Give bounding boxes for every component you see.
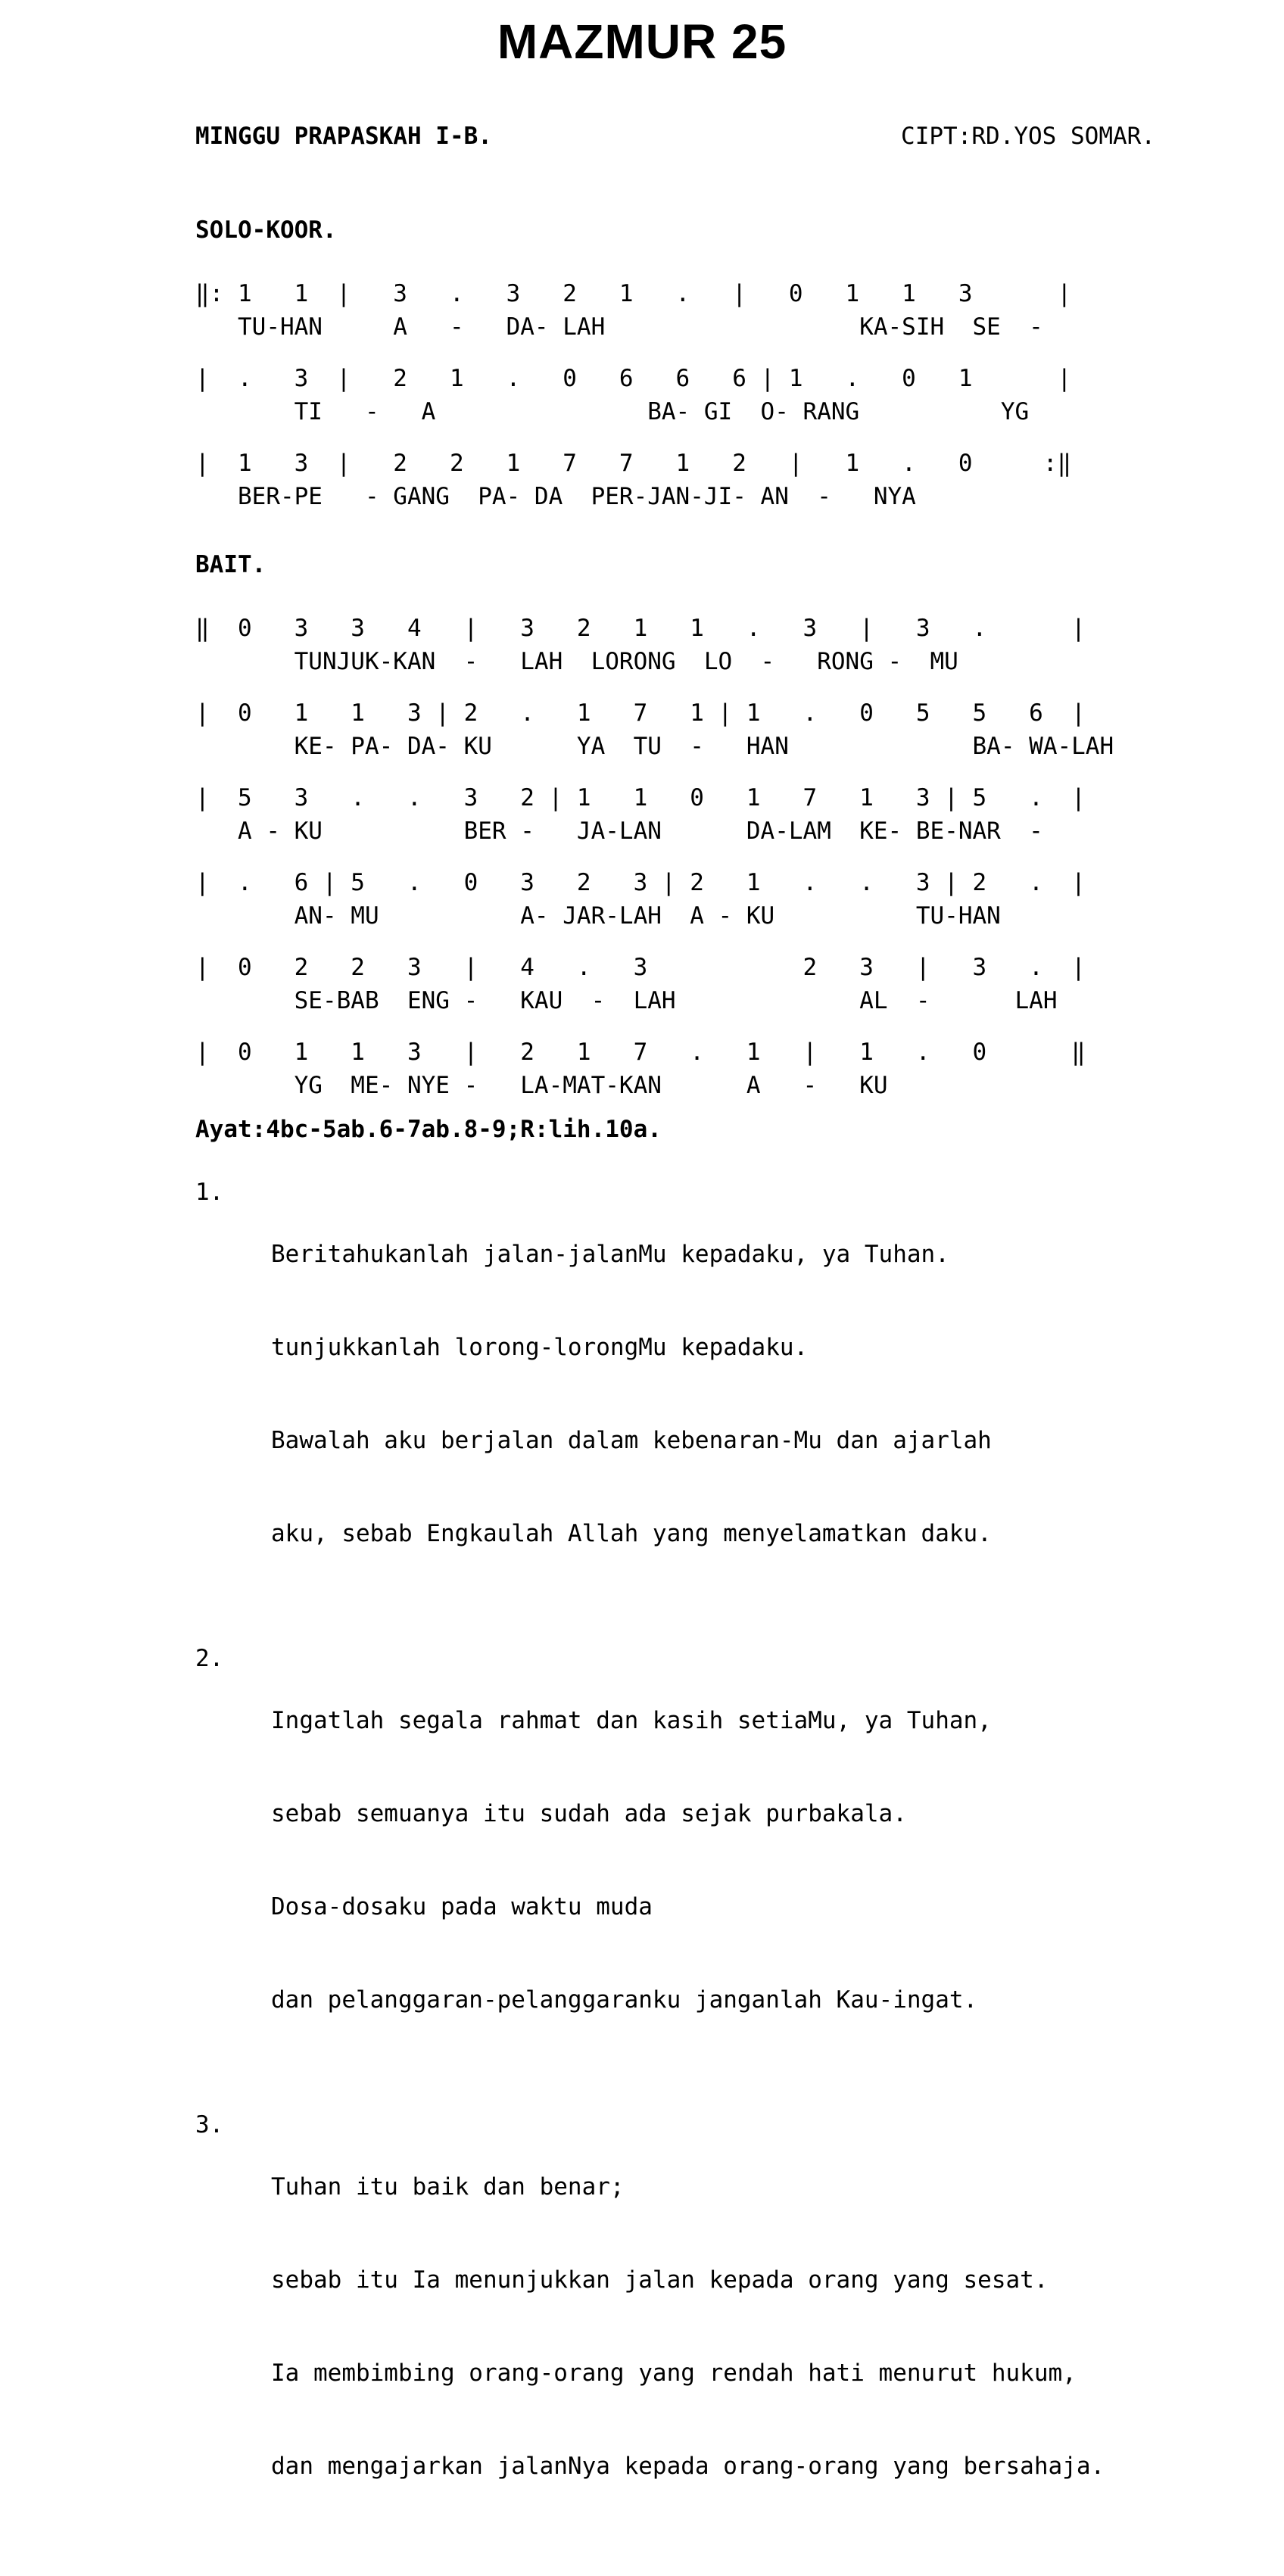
verse-number: 2. [195, 1645, 224, 1672]
lyrics-line: A - KU BER - JA-LAN DA-LAM KE- BE-NAR - [195, 818, 1043, 845]
notation-row [195, 342, 1164, 427]
notes-line: | . 3 | 2 1 . 0 6 6 6 | 1 . 0 1 | [195, 365, 1072, 392]
verse-line: dan mengajarkan jalanNya kepada orang-orang yang bersahaja. [271, 2453, 1105, 2480]
lyrics-line: YG ME- NYE - LA-MAT-KAN A - KU [195, 1072, 888, 1099]
verse-line: dan pelanggaran-pelanggaranku janganlah Kau-ingat. [271, 1986, 978, 2014]
notes-line: | 5 3 . . 3 2 | 1 1 0 1 7 1 3 | 5 . | [195, 784, 1086, 811]
notes-line: | 0 1 1 3 | 2 1 7 . 1 | 1 . 0 ‖ [195, 1039, 1086, 1066]
verse-line: aku, sebab Engkaulah Allah yang menyelamatkan daku. [271, 1520, 992, 1547]
refrain-label: SOLO-KOOR. [195, 216, 337, 244]
notes-line: | 0 2 2 3 | 4 . 3 2 3 | 3 . | [195, 954, 1086, 981]
notation-row [195, 592, 1164, 677]
verse-line: Tuhan itu baik dan benar; [271, 2173, 625, 2201]
notation-row [195, 427, 1164, 512]
notes-line: ‖: 1 1 | 3 . 3 2 1 . | 0 1 1 3 | [195, 280, 1072, 307]
occasion-label: MINGGU PRAPASKAH I-B. [195, 123, 492, 150]
verse-line: tunjukkanlah lorong-lorongMu kepadaku. [271, 1334, 809, 1361]
lyrics-line: BER-PE - GANG PA- DA PER-JAN-JI- AN - NYA [195, 483, 916, 510]
lyrics-line: TU-HAN A - DA- LAH KA-SIH SE - [195, 313, 1043, 341]
verse-lines [271, 1643, 992, 2078]
notes-line: | 0 1 1 3 | 2 . 1 7 1 | 1 . 0 5 5 6 | [195, 699, 1086, 727]
verse-notation [195, 592, 1164, 1101]
verse-line: Ingatlah segala rahmat dan kasih setiaMu, ya Tuhan, [271, 1707, 992, 1734]
verse-line: Ia membimbing orang-orang yang rendah hati menurut hukum, [271, 2360, 1077, 2387]
verse-line: sebab semuanya itu sudah ada sejak purbakala. [271, 1800, 907, 1827]
verse-texts [195, 1177, 1180, 2576]
notation-row [195, 931, 1164, 1016]
notes-line: | . 6 | 5 . 0 3 2 3 | 2 1 . . 3 | 2 . | [195, 869, 1086, 896]
lyrics-line: KE- PA- DA- KU YA TU - HAN BA- WA-LAH [195, 733, 1114, 760]
lyrics-line: SE-BAB ENG - KAU - LAH AL - LAH [195, 987, 1058, 1014]
refrain-notation [195, 257, 1164, 512]
verse-lines [271, 1177, 992, 1612]
notation-row [195, 762, 1164, 846]
verse-line: Beritahukanlah jalan-jalanMu kepadaku, ya Tuhan. [271, 1241, 949, 1268]
verse-item [195, 1643, 1180, 2078]
verse-line: Bawalah aku berjalan dalam kebenaran-Mu dan ajarlah [271, 1427, 992, 1454]
ayat-reference: Ayat:4bc-5ab.6-7ab.8-9;R:lih.10a. [195, 1116, 662, 1143]
verse-item [195, 2110, 1180, 2544]
composer-label: CIPT:RD.YOS SOMAR. [901, 123, 1155, 150]
lyrics-line: AN- MU A- JAR-LAH A - KU TU-HAN [195, 902, 1001, 930]
notation-row [195, 846, 1164, 931]
verse-item [195, 1177, 1180, 1612]
notation-row [195, 1016, 1164, 1101]
lyrics-line: TUNJUK-KAN - LAH LORONG LO - RONG - MU [195, 648, 958, 675]
notation-row [195, 257, 1164, 342]
notation-row [195, 677, 1164, 762]
notes-line: | 1 3 | 2 2 1 7 7 1 2 | 1 . 0 :‖ [195, 450, 1072, 477]
verse-label: BAIT. [195, 551, 266, 578]
verse-line: Dosa-dosaku pada waktu muda [271, 1893, 653, 1920]
verse-number: 1. [195, 1179, 224, 1206]
verse-number: 3. [195, 2111, 224, 2138]
song-title: MAZMUR 25 [497, 14, 787, 69]
verse-lines [271, 2110, 1105, 2544]
verse-line: sebab itu Ia menunjukkan jalan kepada orang yang sesat. [271, 2266, 1049, 2294]
notes-line: ‖ 0 3 3 4 | 3 2 1 1 . 3 | 3 . | [195, 615, 1086, 642]
lyrics-line: TI - A BA- GI O- RANG YG [195, 398, 1030, 425]
